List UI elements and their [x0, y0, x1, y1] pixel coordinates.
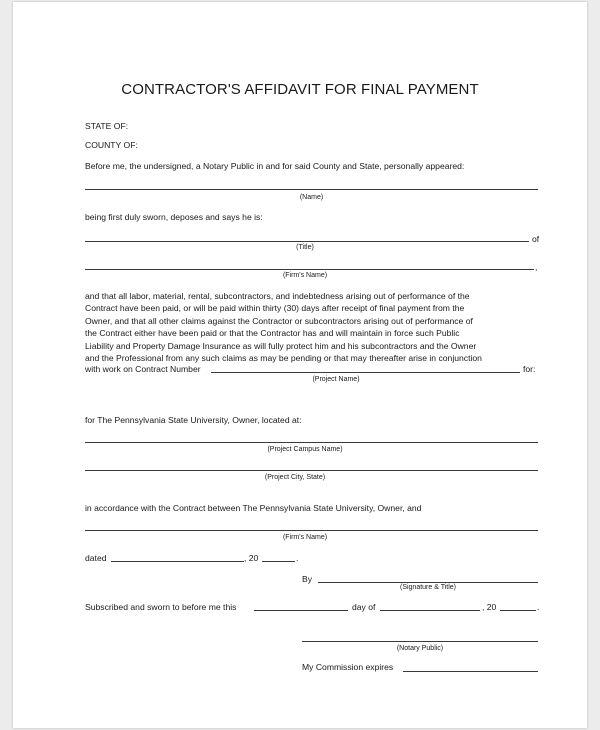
commission-line[interactable] [403, 671, 538, 672]
document-title: CONTRACTOR'S AFFIDAVIT FOR FINAL PAYMENT [121, 81, 479, 98]
paragraph-line: and that all labor, material, rental, subcontractors, and indebtedness arising out of performance of the [85, 291, 470, 301]
paragraph-line: the Contract either have been paid or that the Contractor has and will maintain in force such Public [85, 328, 460, 339]
title-line[interactable] [85, 241, 529, 242]
notary-caption: (Notary Public) [396, 645, 444, 652]
paragraph-line: Contract have been paid, or will be paid within thirty (30) days after receipt of final payment from the [85, 303, 465, 314]
state-label: STATE OF: [85, 121, 129, 131]
county-label: COUNTY OF: [85, 140, 138, 150]
dated-period: . [296, 553, 299, 563]
year-line[interactable] [262, 561, 295, 562]
year-line-2[interactable] [500, 610, 536, 611]
affidavit-paragraph [85, 290, 525, 364]
firm-caption-2: (Firm's Name) [282, 534, 328, 541]
project-name-caption: (Project Name) [312, 376, 360, 383]
firm-caption: (Firm's Name) [282, 272, 328, 279]
date-line[interactable] [111, 561, 244, 562]
paragraph-line: and the Professional from any such claims as may be pending or that may thereafter arise in conjunction [85, 353, 482, 364]
contract-number-text: with work on Contract Number [85, 364, 201, 374]
paragraph-line: Owner, and that all other claims against the Contractor or subcontractors arising out of performance of [85, 315, 473, 326]
paragraph-line: Liability and Property Damage Insurance as will fully protect him and his subcontractors and the Owner [85, 340, 477, 351]
subscribed-text: Subscribed and sworn to before me this [85, 602, 237, 612]
subscribed-period: . [537, 602, 540, 612]
campus-caption: (Project Campus Name) [267, 446, 343, 453]
day-line[interactable] [254, 610, 348, 611]
year-prefix-2: , 20 [482, 602, 497, 612]
firm-line-2[interactable] [85, 530, 538, 531]
day-of-text: day of [352, 602, 376, 612]
city-caption: (Project City, State) [264, 474, 326, 481]
commission-text: My Commission expires [302, 662, 394, 672]
comma-text: , [535, 262, 538, 272]
name-caption: (Name) [299, 194, 324, 201]
by-text: By [302, 574, 313, 584]
of-text: of [532, 234, 540, 244]
notary-line[interactable] [302, 641, 538, 642]
title-caption: (Title) [296, 244, 314, 251]
dated-text: dated [85, 553, 107, 563]
signature-caption: (Signature & Title) [399, 584, 457, 591]
owner-text: for The Pennsylvania State University, Owner, located at: [85, 415, 302, 425]
month-line[interactable] [380, 610, 480, 611]
accordance-text: in accordance with the Contract between The Pennsylvania State University, Owner, and [85, 503, 422, 513]
contract-number-line[interactable] [211, 372, 520, 373]
year-prefix: , 20 [244, 553, 259, 563]
campus-line[interactable] [85, 442, 538, 443]
signature-line[interactable] [318, 582, 538, 583]
intro-text: Before me, the undersigned, a Notary Public in and for said County and State, personally appeared: [85, 161, 465, 171]
for-text: for: [523, 364, 536, 374]
name-line[interactable] [85, 189, 538, 190]
sworn-text: being first duly sworn, deposes and says he is: [85, 212, 263, 222]
city-line[interactable] [85, 470, 538, 471]
firm-line[interactable] [85, 269, 534, 270]
